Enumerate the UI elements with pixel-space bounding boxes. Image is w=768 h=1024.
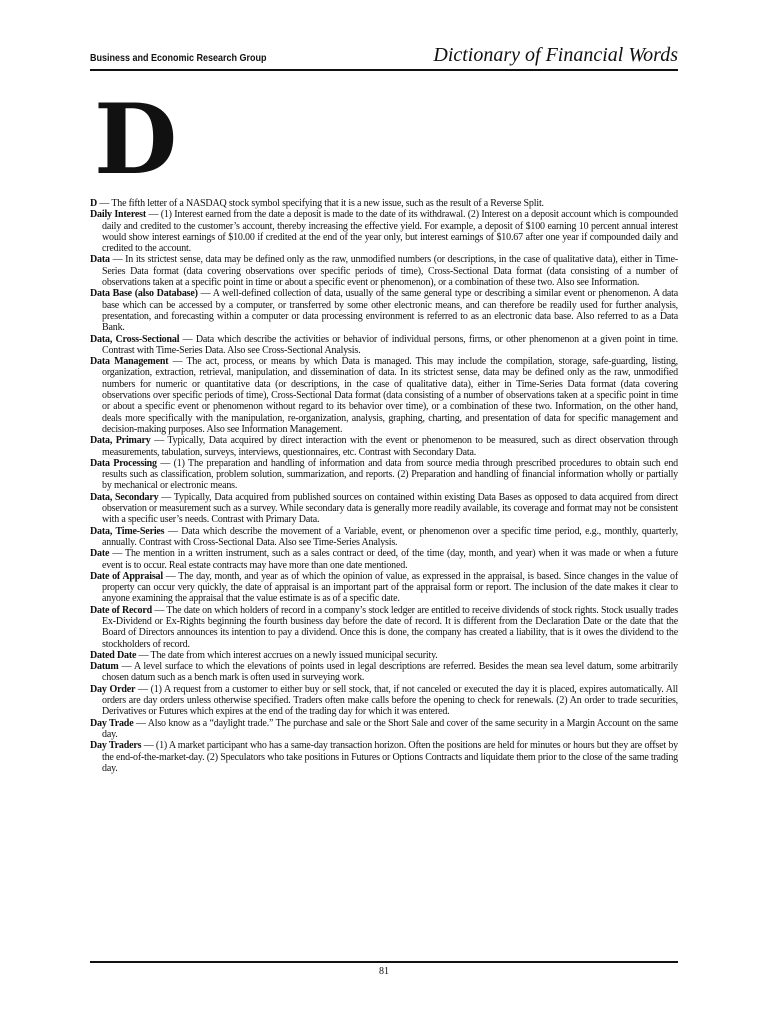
page-number: 81: [379, 966, 389, 977]
entry-definition: — The day, month, and year as of which the opinion of value, as expressed in the appraisal, is based. Since changes in the value of property can occur very quickly, the date of appraisal is an important part of the appraisal form or report. The inclusion of the date makes it clear to anyone examining the appraisal that the value estimate is as of a specific date.: [102, 570, 678, 605]
entry: [90, 334, 678, 357]
entry-term: Date: [90, 548, 110, 560]
entry-definition: — (1) A request from a customer to either buy or sell stock, that, if not canceled or executed the day it is placed, expires automatically. All orders are day orders unless otherwise specified. Traders often make calls before the opening to check for renewals. (2) An order to trade securities, Derivatives or Futures which expires at the end of the trading day for which it was entered.: [102, 683, 678, 718]
entry-term: Day Traders: [90, 740, 142, 752]
entry-term: Day Trade: [90, 717, 134, 729]
entry: [90, 526, 678, 549]
entry-term: Data, Time-Series: [90, 525, 165, 537]
entry-term: Data: [90, 254, 110, 266]
entry: [90, 684, 678, 718]
entry: [90, 650, 678, 661]
entry-term: Data Processing: [90, 457, 157, 469]
entry: [90, 458, 678, 492]
entry-term: Data Management: [90, 356, 169, 368]
entry: [90, 548, 678, 571]
book-title: Dictionary of Financial Words: [433, 44, 678, 66]
entry-definition: — The act, process, or means by which Data is managed. This may include the compilation, storage, safe-guarding, listing, organization, extraction, retrieval, manipulation, and dissemination of data. In its strictest sense, data may be defined only as the raw, unmodified numbers for numeric or quantitative data (or descriptions, in the case of qualitative data), either in Time-Series Data format (data covering observations over specific periods of time), Cross-Sectional Data format (data consisting of a number of observations taken at a specific point in time or about a specific event or phenomenon without regard to its behavior over time), or a combination of these two. Information, on the other hand, deals more specifically with the manipulation, re-organization, analysis, graphing, charting, and presentation of data for specific management and decision-making purposes. Also see Information Management.: [102, 356, 678, 435]
entry-term: Data, Secondary: [90, 491, 159, 503]
entry-definition: — The fifth letter of a NASDAQ stock symbol specifying that it is a new issue, such as the result of a Reverse Split.: [97, 198, 544, 209]
entry-term: Date of Appraisal: [90, 570, 163, 582]
entry: [90, 356, 678, 435]
entry-term: Date of Record: [90, 604, 153, 616]
entry-term: Data, Cross-Sectional: [90, 333, 180, 345]
entry-definition: — A level surface to which the elevations of points used in legal descriptions are referred. Besides the mean sea level datum, some arbitrarily chosen datum such as a bench mark is often used in surveying work.: [102, 661, 678, 684]
publisher-name: Business and Economic Research Group: [90, 53, 267, 64]
entry-definition: — Also know as a “daylight trade.” The purchase and sale or the Short Sale and cover of the same security in a Margin Account on the same day.: [102, 717, 678, 740]
entry-term: Daily Interest: [90, 209, 147, 221]
entry: [90, 492, 678, 526]
running-header: [90, 46, 678, 68]
entry: [90, 740, 678, 774]
entry-term: D: [90, 198, 98, 209]
entry-definition: — A well-defined collection of data, usually of the same general type or describing a similar event or phenomenon. A data base which can be accessed by a computer, or transferred by some other electronic means, and can therefore be readily used for further analysis, presentation, and forecasting within a computer or data processing environment is referred to as an electronic data base. Also referred to as a Data Bank.: [102, 288, 678, 334]
entry-term: Data Base (also Database): [90, 288, 198, 300]
entry: [90, 571, 678, 605]
entry: [90, 288, 678, 333]
entry: [90, 605, 678, 650]
header-rule: [90, 69, 678, 71]
entry-definition: — Typically, Data acquired from published sources on contained within existing Data Bases as opposed to data acquired from direct observation or measurement such as a survey. While secondary data is generally more readily available, its coverage and format may not be consistent with a specific user’s needs. Contrast with Primary Data.: [102, 491, 678, 526]
entry-term: Day Order: [90, 683, 136, 695]
entry-definition: — Data which describe the movement of a Variable, event, or phenomenon over a specific time period, e.g., monthly, quarterly, annually. Contrast with Cross-Sectional Data. Also see Time-Series Analysis.: [102, 525, 678, 548]
entry: [90, 209, 678, 254]
entry: [90, 661, 678, 684]
entry-term: Data, Primary: [90, 435, 151, 447]
entry: [90, 435, 678, 458]
entry-definition: — (1) A market participant who has a same-day transaction horizon. Often the positions are held for minutes or hours but they are offset by the end-of-the-market-day. (2) Speculators who take positions in Futures or Options Contracts and liquidate them prior to the close of the same trading day.: [102, 740, 678, 774]
entry-term: Dated Date: [90, 649, 137, 661]
entry: [90, 198, 678, 209]
entry-definition: — (1) Interest earned from the date a deposit is made to the date of its withdrawal. (2) Interest on a deposit account which is compounded daily and credited to the customer’s account, thereby increasing the effective yield. For example, a deposit of $100 earning 10 percent annual interest would show interest earnings of $10.00 if credited at the end of the year only, but interest earnings of $10.67 after one year if compounded daily and credited to the account.: [102, 209, 678, 255]
entry-definition: — (1) The preparation and handling of information and data from source media through prescribed procedures to obtain such end results such as classification, problem solution, summarization, and reports. (2) Preparation and handling of financial information wholly or partially by mechanical or electronic means.: [102, 457, 678, 492]
entry-definition: — The mention in a written instrument, such as a sales contract or deed, of the time (day, month, and year) when it was made or when a future event is to occur. Real estate contracts may have more than one date mentioned.: [102, 548, 678, 571]
entry-definition: — The date from which interest accrues on a newly issued municipal security.: [136, 649, 438, 661]
entry-definition: — Data which describe the activities or behavior of individual persons, firms, or other phenomenon at a given point in time. Contrast with Time-Series Data. Also see Cross-Sectional Analysis.: [102, 333, 678, 356]
section-letter: D: [94, 83, 178, 196]
entry-definition: — Typically, Data acquired by direct interaction with the event or phenomenon to be measured, such as direct observation through measurements, tabulation, surveys, interviews, questionnaires, etc. Contrast with Secondary Data.: [102, 435, 678, 458]
entry-term: Datum: [90, 661, 119, 673]
entry: [90, 718, 678, 741]
footer-rule: [90, 961, 678, 963]
entry-definition: — The date on which holders of record in a company’s stock ledger are entitled to receive dividends of stock rights. Stock usually trades Ex-Dividend or Ex-Rights beginning the fourth business day before the date of record. It is different from the Declaration Date or the date that the Board of Directors announces its intention to pay a dividend. Once this is done, the company has created a liability, that is it owes the dividend to the stockholders of record.: [102, 604, 679, 650]
entry: [90, 254, 678, 288]
dictionary-entries: [90, 198, 678, 774]
entry-definition: — In its strictest sense, data may be defined only as the raw, unmodified numbers (or descriptions, in the case of qualitative data), either in Time-Series Data format (data covering observations over specific periods of time), Cross-Sectional Data format (data consisting of a number of observations taken at a specific point in time or about a specific event or phenomenon), or a combination of these two. Also see Information.: [102, 254, 678, 289]
